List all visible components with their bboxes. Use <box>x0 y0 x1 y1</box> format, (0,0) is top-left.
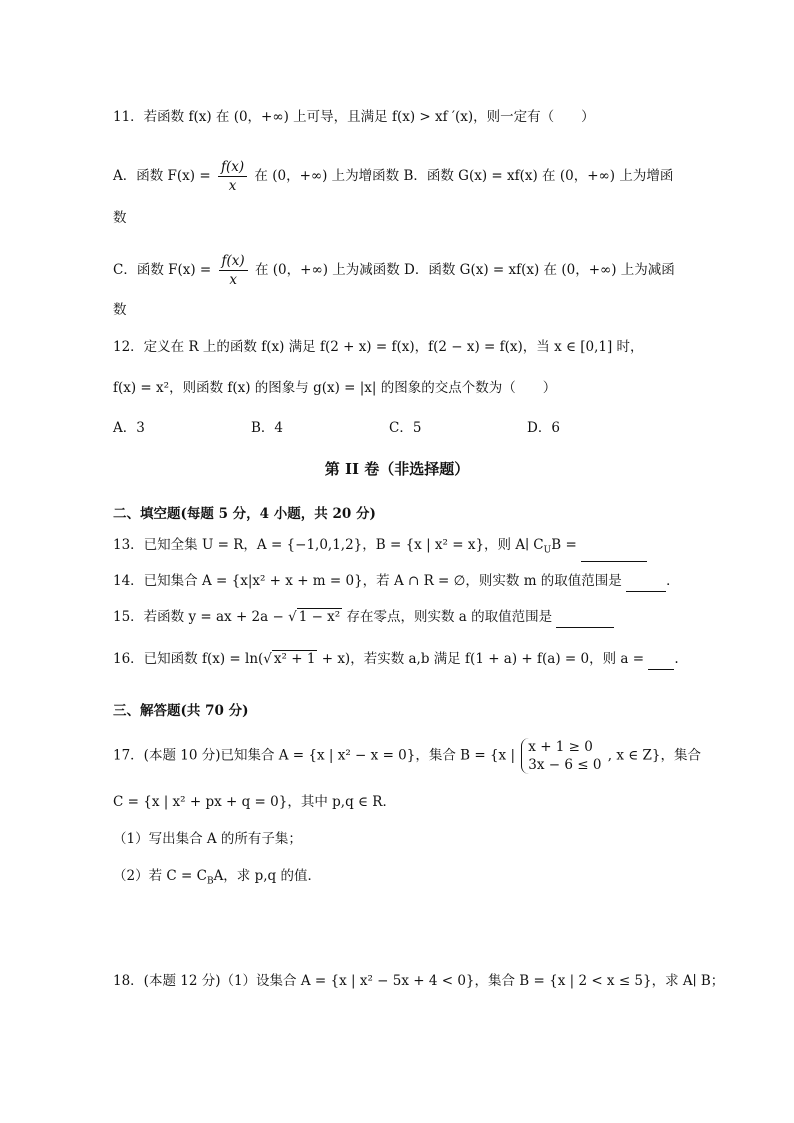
q17-part1: （1）写出集合 A 的所有子集； <box>113 831 302 847</box>
q11-option-c-prefix: C．函数 F(x) = <box>113 262 212 278</box>
q13-answer-blank <box>581 545 647 562</box>
q17-text-post: , x ∈ Z}，集合 <box>607 747 702 764</box>
fraction-denominator: x <box>228 178 237 194</box>
q11-option-a-suffix: 在 (0，+∞) 上为增函数 B．函数 G(x) = xf(x) 在 (0，+∞) 上为增函 <box>254 168 674 184</box>
q17-text-pre: 17．(本题 10 分)已知集合 A = {x | x² − x = 0}，集合 B = {x | <box>113 747 515 764</box>
q13 <box>113 534 647 562</box>
q12-option-a: A．3 <box>113 420 145 436</box>
fraction-denominator: x <box>229 272 237 288</box>
q16-text-post: + x)，若实数 a,b 满足 f(1 + a) + f(a) = 0，则 a = <box>321 651 645 667</box>
q17-line2: C = {x | x² + px + q = 0}，其中 p,q ∈ R． <box>113 794 396 810</box>
q14-text: 14．已知集合 A = {x|x² + x + m = 0}，若 A ∩ R = ∅，则实数 m 的取值范围是 <box>113 573 622 589</box>
q11-option-b-wrap: 数 <box>113 210 127 226</box>
q17-inequality-1: x + 1 ≥ 0 <box>528 739 593 755</box>
q12-option-d: D．6 <box>527 420 560 436</box>
q17-inequality-2: 3x − 6 ≤ 0 <box>528 757 602 773</box>
q14-answer-blank <box>626 575 666 592</box>
q12-option-b: B．4 <box>251 420 284 436</box>
part2-title: 第 II 卷（非选择题） <box>324 460 470 478</box>
q16-text-pre: 16．已知函数 f(x) = ln( <box>113 651 264 667</box>
q17-part2-text: （2）若 C = C <box>113 868 207 884</box>
q16-answer-blank <box>648 653 674 670</box>
q18: 18．(本题 12 分)（1）设集合 A = {x | x² − 5x + 4 < 0}，集合 B = {x | 2 < x ≤ 5}，求 A∣ B； <box>113 973 725 989</box>
fraction-numerator: f(x) <box>218 158 247 177</box>
q16-radicand: x² + 1 <box>273 651 316 667</box>
section-fill-blank-heading: 二、填空题(每题 5 分，4 小题，共 20 分) <box>113 506 376 522</box>
q17-inequality-system <box>521 738 601 774</box>
q14 <box>113 570 680 592</box>
q15 <box>113 606 614 628</box>
q11-option-ab <box>113 158 673 195</box>
fraction-fx-over-x <box>218 158 247 195</box>
q11-option-c-suffix: 在 (0，+∞) 上为减函数 D．函数 G(x) = xf(x) 在 (0，+∞) 上为减函 <box>255 262 675 278</box>
q16 <box>113 648 679 670</box>
q15-text-post: 存在零点，则实数 a 的取值范围是 <box>346 609 553 625</box>
q11-stem: 11．若函数 f(x) 在 (0，+∞) 上可导，且满足 f(x) > xf ′(x)，则一定有（ ） <box>113 109 595 125</box>
q13-tail: B = <box>551 537 577 553</box>
q13-text: 13．已知全集 U = R，A = {−1,0,1,2}，B = {x | x² = x}，则 A∣ C <box>113 537 544 553</box>
fraction-numerator: f(x) <box>219 252 248 271</box>
q11-option-a-prefix: A．函数 F(x) = <box>113 168 211 184</box>
q12-stem-line1: 12．定义在 R 上的函数 f(x) 满足 f(2 + x) = f(x)，f(2 − x) = f(x)，当 x ∈ [0,1] 时， <box>113 339 644 355</box>
q15-text-pre: 15．若函数 y = ax + 2a − <box>113 609 284 625</box>
fraction-fx-over-x-2 <box>219 252 248 289</box>
q17-part2-tail: A，求 p,q 的值． <box>213 868 321 884</box>
q13-subscript: U <box>543 545 552 556</box>
q17-line1 <box>113 738 701 774</box>
q12-option-c: C．5 <box>389 420 422 436</box>
q16-end: . <box>674 651 679 667</box>
q14-end: ． <box>666 573 680 589</box>
q17-part2-subscript: B <box>206 876 214 887</box>
q15-answer-blank <box>556 611 614 628</box>
sqrt-symbol: √ <box>263 651 272 667</box>
q17-part2 <box>113 865 321 893</box>
sqrt-symbol: √ <box>288 609 297 625</box>
q11-option-d-wrap: 数 <box>113 302 127 318</box>
q11-option-cd <box>113 252 675 289</box>
section-solution-heading: 三、解答题(共 70 分) <box>113 703 249 719</box>
q12-stem-line2: f(x) = x²，则函数 f(x) 的图象与 g(x) = |x| 的图象的交点个数为（ ） <box>113 380 557 396</box>
q15-radicand: 1 − x² <box>298 609 341 625</box>
